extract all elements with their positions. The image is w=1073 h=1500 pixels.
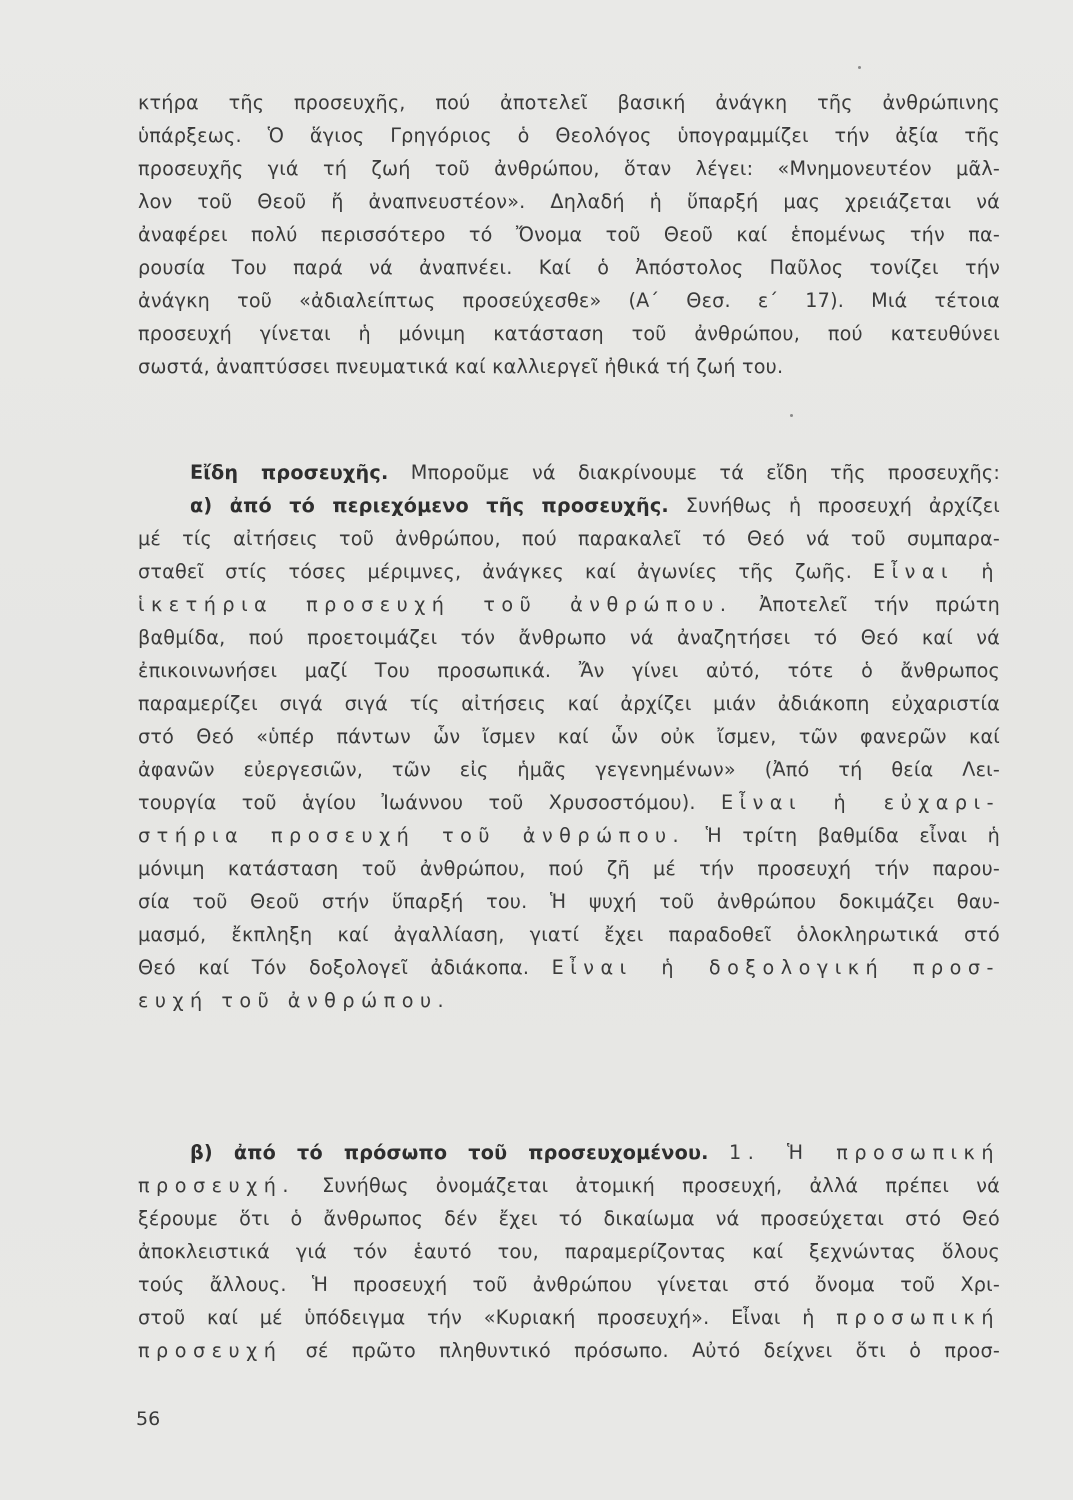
- text-line: βαθμίδα, πού προετοιμάζει τόν ἄνθρωπο νά ἀναζητήσει τό Θεό καί νά: [138, 626, 1000, 649]
- paragraph-1: [138, 86, 1000, 383]
- subsection-heading-a: α) ἀπό τό περιεχόμενο τῆς προσευχῆς.: [190, 494, 669, 517]
- text-line: ἀναφέρει πολύ περισσότερο τό Ὄνομα τοῦ Θεοῦ καί ἑπομένως τήν πα-: [138, 223, 1000, 246]
- text-line: προσευχῆς γιά τή ζωή τοῦ ἀνθρώπου, ὅταν λέγει: «Μνημονευτέον μᾶλ-: [138, 157, 1000, 180]
- text-line: [138, 1301, 1000, 1334]
- text-line: ρουσία Του παρά νά ἀναπνέει. Καί ὁ Ἀπόστολος Παῦλος τονίζει τήν: [138, 256, 1000, 279]
- scan-speck: [790, 414, 793, 417]
- text-line: μόνιμη κατάσταση τοῦ ἀνθρώπου, πού ζῆ μέ τήν προσευχή τήν παρου-: [138, 857, 1000, 880]
- section-b-person-praying: [138, 1136, 1000, 1367]
- text-line: ξέρουμε ὅτι ὁ ἄνθρωπος δέν ἔχει τό δικαίωμα νά προσεύχεται στό Θεό: [138, 1207, 1000, 1230]
- text-line: παραμερίζει σιγά σιγά τίς αἰτήσεις καί ἀρχίζει μιάν ἀδιάκοπη εὐχαριστία: [138, 692, 1000, 715]
- spaced-emphasis: Εἶναι ἡ εὐχαρι-: [720, 791, 1000, 814]
- page-number: 56: [136, 1408, 161, 1430]
- text-line: προσευχή γίνεται ἡ μόνιμη κατάσταση τοῦ ἀνθρώπου, πού κατευθύνει: [138, 322, 1000, 345]
- text-line: ἀνάγκη τοῦ «ἀδιαλείπτως προσεύχεσθε» (Α΄ Θεσ. ε΄ 17). Μιά τέτοια: [138, 289, 1000, 312]
- section-kinds-of-prayer: [138, 456, 1000, 1017]
- text-line: ἐπικοινωνήσει μαζί Του προσωπικά. Ἄν γίνει αὐτό, τότε ὁ ἄνθρωπος: [138, 659, 1000, 682]
- text-line: ὑπάρξεως. Ὁ ἅγιος Γρηγόριος ὁ Θεολόγος ὑπογραμμίζει τήν ἀξία τῆς: [138, 124, 1000, 147]
- inline-text: σέ πρῶτο πληθυντικό πρόσωπο. Αὐτό δείχνει ὅτι ὁ προσ-: [305, 1339, 1000, 1362]
- inline-text: τουργία τοῦ ἁγίου Ἰωάννου τοῦ Χρυσοστόμου).: [138, 791, 696, 814]
- text-line: [138, 1169, 1000, 1202]
- text-line: [138, 489, 1000, 522]
- text-line: μασμό, ἔκπληξη καί ἀγαλλίαση, γιατί ἔχει παραδοθεῖ ὁλοκληρωτικά στό: [138, 923, 1000, 946]
- text-line: λον τοῦ Θεοῦ ἤ ἀναπνευστέον». Δηλαδή ἡ ὕπαρξή μας χρειάζεται νά: [138, 190, 1000, 213]
- section-heading: Εἴδη προσευχῆς.: [190, 461, 389, 484]
- spaced-emphasis: προσευχή: [138, 1339, 283, 1362]
- text-line: [138, 951, 1000, 984]
- text-line: ἀφανῶν εὐεργεσιῶν, τῶν εἰς ἡμᾶς γεγενημένων» (Ἀπό τή θεία Λει-: [138, 758, 1000, 781]
- inline-text: Μποροῦμε νά διακρίνουμε τά εἴδη τῆς προσευχῆς:: [410, 461, 1000, 484]
- spaced-emphasis: προσευχή.: [138, 1174, 295, 1197]
- inline-text: Ἀποτελεῖ τήν πρώτη: [759, 593, 1000, 616]
- text-line: [138, 1334, 1000, 1367]
- spaced-emphasis: προσωπική: [836, 1306, 1000, 1329]
- text-line: τούς ἄλλους. Ἡ προσευχή τοῦ ἀνθρώπου γίνεται στό ὄνομα τοῦ Χρι-: [138, 1273, 1000, 1296]
- text-line: [138, 786, 1000, 819]
- spaced-emphasis: Εἶναι ἡ: [873, 560, 1000, 583]
- inline-text: Θεό καί Τόν δοξολογεῖ ἀδιάκοπα.: [138, 956, 530, 979]
- inline-text: στοῦ καί μέ ὑπόδειγμα τήν «Κυριακή προσευχή». Εἶναι ἡ: [138, 1306, 815, 1329]
- text-line: [138, 588, 1000, 621]
- spaced-emphasis: ἱκετήρια προσευχή τοῦ ἀνθρώπου.: [138, 593, 733, 616]
- text-line: στό Θεό «ὑπέρ πάντων ὧν ἴσμεν καί ὧν οὐκ ἴσμεν, τῶν φανερῶν καί: [138, 725, 1000, 748]
- inline-text: Συνήθως ὀνομάζεται ἀτομική προσευχή, ἀλλά πρέπει νά: [322, 1174, 1000, 1197]
- text-line: [138, 1136, 1000, 1169]
- spaced-emphasis: στήρια προσευχή τοῦ ἀνθρώπου.: [138, 824, 686, 847]
- spaced-emphasis: ευχή τοῦ ἀνθρώπου.: [138, 989, 451, 1012]
- scan-speck: [858, 66, 861, 69]
- text-line: [138, 984, 1000, 1017]
- text-line: [138, 555, 1000, 588]
- text-line: σωστά, ἀναπτύσσει πνευματικά καί καλλιεργεῖ ἠθικά τή ζωή του.: [138, 355, 784, 378]
- subsection-heading-b: β) ἀπό τό πρόσωπο τοῦ προσευχομένου.: [190, 1141, 709, 1164]
- text-line: κτήρα τῆς προσευχῆς, πού ἀποτελεῖ βασική ἀνάγκη τῆς ἀνθρώπινης: [138, 91, 1000, 114]
- spaced-emphasis: Εἶναι ἡ δοξολογική προσ-: [551, 956, 1000, 979]
- text-line: [138, 819, 1000, 852]
- text-line: [138, 456, 1000, 489]
- text-line: μέ τίς αἰτήσεις τοῦ ἀνθρώπου, πού παρακαλεῖ τό Θεό νά τοῦ συμπαρα-: [138, 527, 1000, 550]
- text-line: ἀποκλειστικά γιά τόν ἑαυτό του, παραμερίζοντας καί ξεχνώντας ὅλους: [138, 1240, 1000, 1263]
- spaced-emphasis: 1. Ἡ προσωπική: [729, 1141, 1000, 1164]
- inline-text: Ἡ τρίτη βαθμίδα εἶναι ἡ: [705, 824, 1000, 847]
- text-line: σία τοῦ Θεοῦ στήν ὕπαρξή του. Ἡ ψυχή τοῦ ἀνθρώπου δοκιμάζει θαυ-: [138, 890, 1000, 913]
- inline-text: Συνήθως ἡ προσευχή ἀρχίζει: [685, 494, 1000, 517]
- inline-text: σταθεῖ στίς τόσες μέριμνες, ἀνάγκες καί ἀγωνίες τῆς ζωῆς.: [138, 560, 853, 583]
